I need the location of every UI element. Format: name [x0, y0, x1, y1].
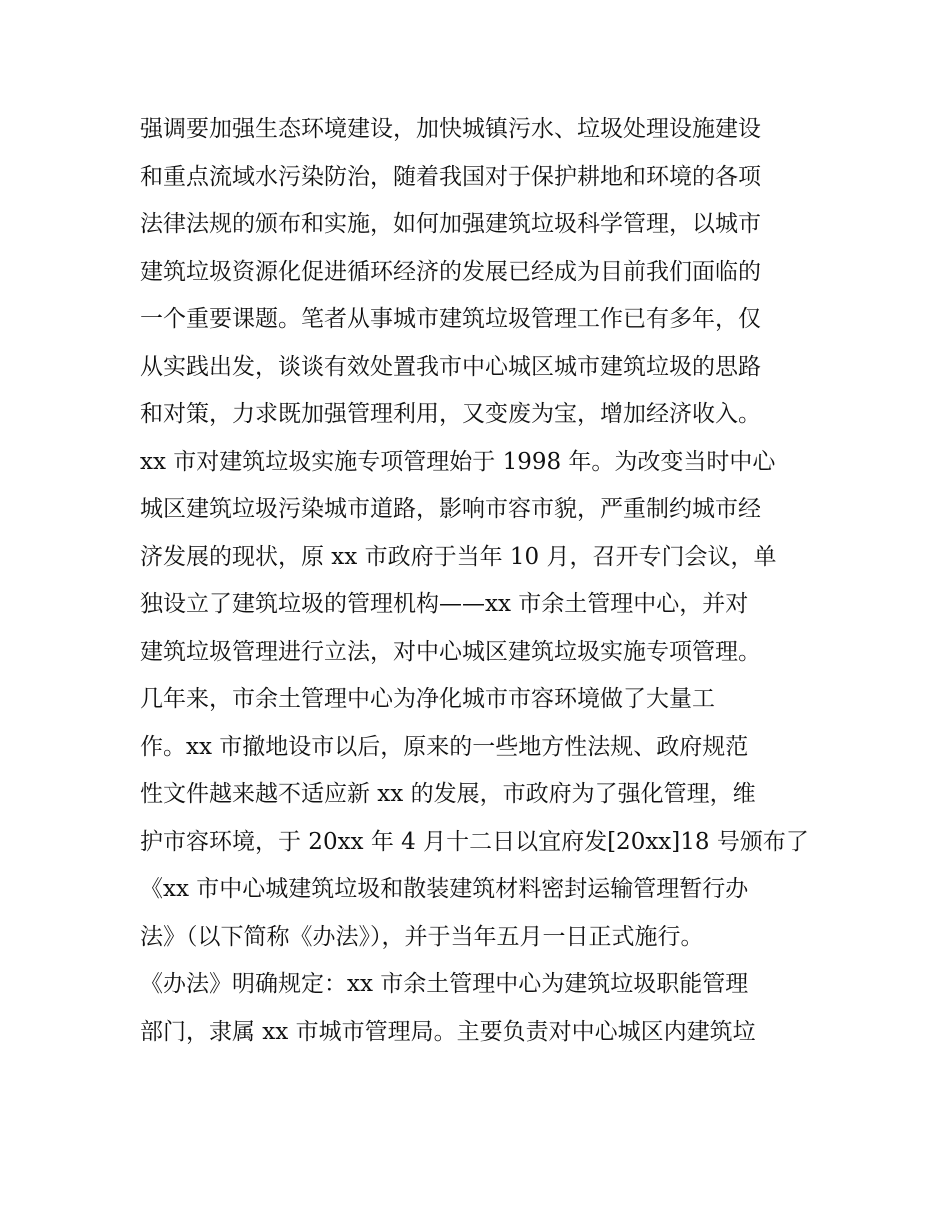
text-line: 护市容环境，于 20xx 年 4 月十二日以宜府发[20xx]18 号颁布了	[140, 828, 809, 855]
text-line: xx 市对建筑垃圾实施专项管理始于 1998 年。为改变当时中心	[140, 448, 776, 475]
text-line: 《办法》明确规定：xx 市余土管理中心为建筑垃圾职能管理	[140, 971, 749, 997]
text-line: 从实践出发，谈谈有效处置我市中心城区城市建筑垃圾的思路	[140, 353, 761, 380]
text-line: 作。xx 市撤地设市以后，原来的一些地方性法规、政府规范	[140, 733, 749, 760]
text-line: 几年来，市余土管理中心为净化城市市容环境做了大量工	[140, 686, 715, 712]
text-line: 性文件越来越不适应新 xx 的发展，市政府为了强化管理，维	[140, 781, 756, 807]
text-line: 法律法规的颁布和实施，如何加强建筑垃圾科学管理，以城市	[140, 211, 761, 237]
text-line: 强调要加强生态环境建设，加快城镇污水、垃圾处理设施建设	[140, 116, 761, 142]
text-line: 和对策，力求既加强管理利用，又变废为宝，增加经济收入。	[140, 401, 761, 427]
text-line: 《xx 市中心城建筑垃圾和散装建筑材料密封运输管理暂行办	[140, 876, 749, 902]
text-line: 建筑垃圾资源化促进循环经济的发展已经成为目前我们面临的	[140, 258, 761, 285]
body-text	[140, 106, 820, 1056]
text-line: 和重点流域水污染防治，随着我国对于保护耕地和环境的各项	[140, 163, 761, 190]
text-line: 建筑垃圾管理进行立法，对中心城区建筑垃圾实施专项管理。	[140, 638, 761, 665]
text-line: 法》（以下简称《办法》），并于当年五月一日正式施行。	[140, 923, 704, 950]
text-line: 城区建筑垃圾污染城市道路，影响市容市貌，严重制约城市经	[140, 496, 761, 522]
text-line: 一个重要课题。笔者从事城市建筑垃圾管理工作已有多年，仅	[140, 306, 761, 332]
text-line: 独设立了建筑垃圾的管理机构——xx 市余土管理中心，并对	[140, 591, 749, 617]
text-line: 济发展的现状，原 xx 市政府于当年 10 月，召开专门会议，单	[140, 543, 777, 570]
text-line: 部门，隶属 xx 市城市管理局。主要负责对中心城区内建筑垃	[140, 1018, 756, 1045]
